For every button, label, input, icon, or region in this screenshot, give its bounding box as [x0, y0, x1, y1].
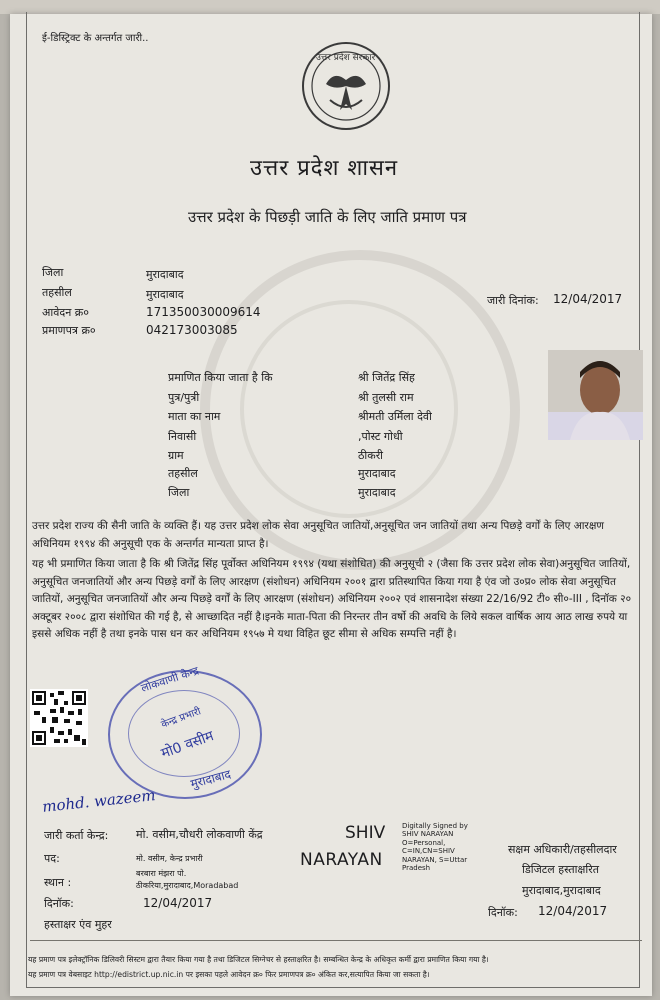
issuer-date-label: दिनॉक: — [44, 897, 74, 910]
issue-date-label: जारी दिनांक: — [487, 294, 539, 307]
mother-value: श्रीमती उर्मिला देवी — [358, 410, 432, 423]
certificate-no-label: प्रमाणपत्र क्र० — [42, 324, 96, 337]
issuer-date-value: 12/04/2017 — [143, 896, 213, 910]
issuer-center-value: मो. वसीम,चौधरी लोकवाणी केंद्र — [136, 828, 263, 841]
certify-value: श्री जितेंद्र सिंह — [358, 371, 415, 384]
footer-line2: यह प्रमाण पत्र वेबसाइट http://edistrict.up.nic.in पर इसका पहले आवेदन क्र० फिर प्रमाणपत्र क्र० अंकित कर,सत्यापित किया जा सकता है। — [28, 970, 430, 979]
issue-date-value: 12/04/2017 — [553, 292, 623, 306]
issuer-place-line2: ठीकरिया,मुरादाबाद,Moradabad — [136, 881, 239, 890]
page-title: उत्तर प्रदेश शासन — [250, 156, 399, 181]
district-label: जिला — [42, 266, 64, 279]
tehsil-label: तहसील — [42, 286, 72, 299]
person-district-label: जिला — [168, 486, 190, 499]
stamp-ring-text: लोकवाणी केन्द्र — [139, 664, 201, 695]
village-value: ठीकरी — [358, 449, 384, 462]
issuer-sign-label: हस्ताक्षर एंव मुहर — [44, 918, 112, 931]
authority-line3: मुरादाबाद,मुरादाबाद — [522, 884, 601, 897]
stamp-inner-line2: मो0 वसीम — [159, 728, 216, 762]
emblem-text: उत्तर प्रदेश सरकार — [316, 53, 376, 63]
resident-label: निवासी — [168, 430, 197, 443]
edistrict-line: ई-डिस्ट्रिक्ट के अन्तर्गत जारी.. — [42, 33, 149, 44]
authority-date-value: 12/04/2017 — [538, 904, 608, 918]
authority-date-label: दिनॉक: — [488, 906, 518, 919]
son-value: श्री तुलसी राम — [358, 391, 414, 404]
footer-line1: यह प्रमाण पत्र इलेक्ट्रॉनिक डिलिवरी सिस्टम द्वारा तैयार किया गया है तथा डिजिटल सिग्नेचर से हस्ताक्षरित है। सम्बन्धित केन्द्र के अधिकृत कर्मी द्वारा प्रमाणित किया गया है। — [28, 955, 489, 964]
handwritten-signature: mohd. wazeem — [41, 786, 157, 816]
issuer-place-label: स्थान : — [44, 876, 72, 889]
stamp-bottom-text: मुरादाबाद — [189, 766, 233, 792]
applicant-photo — [548, 350, 643, 440]
village-label: ग्राम — [168, 449, 184, 462]
district-value: मुरादाबाद — [146, 268, 184, 281]
issuer-post-value: मो. वसीम, केन्द्र प्रभारी — [136, 854, 203, 863]
digital-sign-details: Digitally Signed by SHIV NARAYAN O=Personal, C=IN,CN=SHIV NARAYAN, S=Uttar Pradesh — [402, 822, 468, 873]
digital-sign-name-line1: SHIV — [345, 823, 386, 843]
mother-label: माता का नाम — [168, 410, 221, 423]
person-tehsil-value: मुरादाबाद — [358, 467, 396, 480]
issuer-post-label: पद: — [44, 852, 60, 865]
stamp-inner-line1: केन्द्र प्रभारी — [159, 706, 203, 731]
certificate-subtitle: उत्तर प्रदेश के पिछड़ी जाति के लिए जाति प्रमाण पत्र — [188, 208, 467, 226]
authority-line1: सक्षम अधिकारी/तहसीलदार — [508, 843, 617, 856]
footer-divider — [30, 940, 642, 941]
authority-line2: डिजिटल हस्ताक्षरित — [522, 863, 599, 876]
certificate-no-value: 042173003085 — [146, 323, 238, 337]
application-label: आवेदन क्र० — [42, 306, 89, 319]
certification-paragraph: यह भी प्रमाणित किया जाता है कि श्री जितेंद्र सिंह पूर्वोक्त अधिनियम १९९४ (यथा संशोधित) की अनुसूची २ (जैसा कि उत्तर प्रदेश लोक सेवा)अनुसूचित जातियों, अनुसूचित जनजातियों और अन्य पिछड़े वर्गों के लिए आरक्षण (संशोधन) अधिनियम २००१ द्वारा प्रतिस्थापित किया गया है एंव जो उ०प्र० लोक सेवा अनुसूचित जातियों, अनुसूचित जनजातियों और अन्य पिछड़े वर्गों के लिए आरक्षण (संशोधन) अधिनियम २००२ एवं शासनादेश संख्या 22/16/92 टी० सी०-III , दिनॉक २० अक्टूबर २००८ द्वारा संशोधित की गई है, से आच्छादित नहीं है।इनके माता-पिता की निरन्तर तीन वर्षो की अवधि के लिये सकल वार्षिक आय आठ लाख रुपये या इससे अधिक नहीं है तथा इनके पास धन कर अधिनियम १९५७ मे यथा विहित छूट सीमा से अधिक सम्पत्ति नहीं है। — [32, 558, 632, 640]
digital-sign-name-line2: NARAYAN — [300, 850, 383, 870]
person-district-value: मुरादाबाद — [358, 486, 396, 499]
issuer-center-label: जारी कर्ता केन्द्र: — [44, 829, 109, 842]
issuer-place-line1: बरबारा मंझरा पो. — [136, 869, 187, 878]
son-label: पुत्र/पुत्री — [168, 391, 200, 404]
resident-value: ,पोस्ट गोधी — [358, 430, 403, 443]
application-value: 171350030009614 — [146, 305, 261, 319]
person-tehsil-label: तहसील — [168, 467, 198, 480]
center-stamp-inner — [128, 690, 240, 777]
tehsil-value: मुरादाबाद — [146, 288, 184, 301]
certify-label: प्रमाणित किया जाता है कि — [168, 371, 273, 384]
qr-code-icon — [30, 688, 88, 748]
caste-paragraph: उत्तर प्रदेश राज्य की सैनी जाति के व्यक्ति हैं। यह उत्तर प्रदेश लोक सेवा अनुसूचित जातियों,अनुसूचित जन जातियों तथा अन्य पिछड़े वर्गों के लिए आरक्षण अधिनियम १९९४ की अनुसूची एक के अन्तर्गत मान्यता प्राप्त है। — [32, 520, 604, 550]
